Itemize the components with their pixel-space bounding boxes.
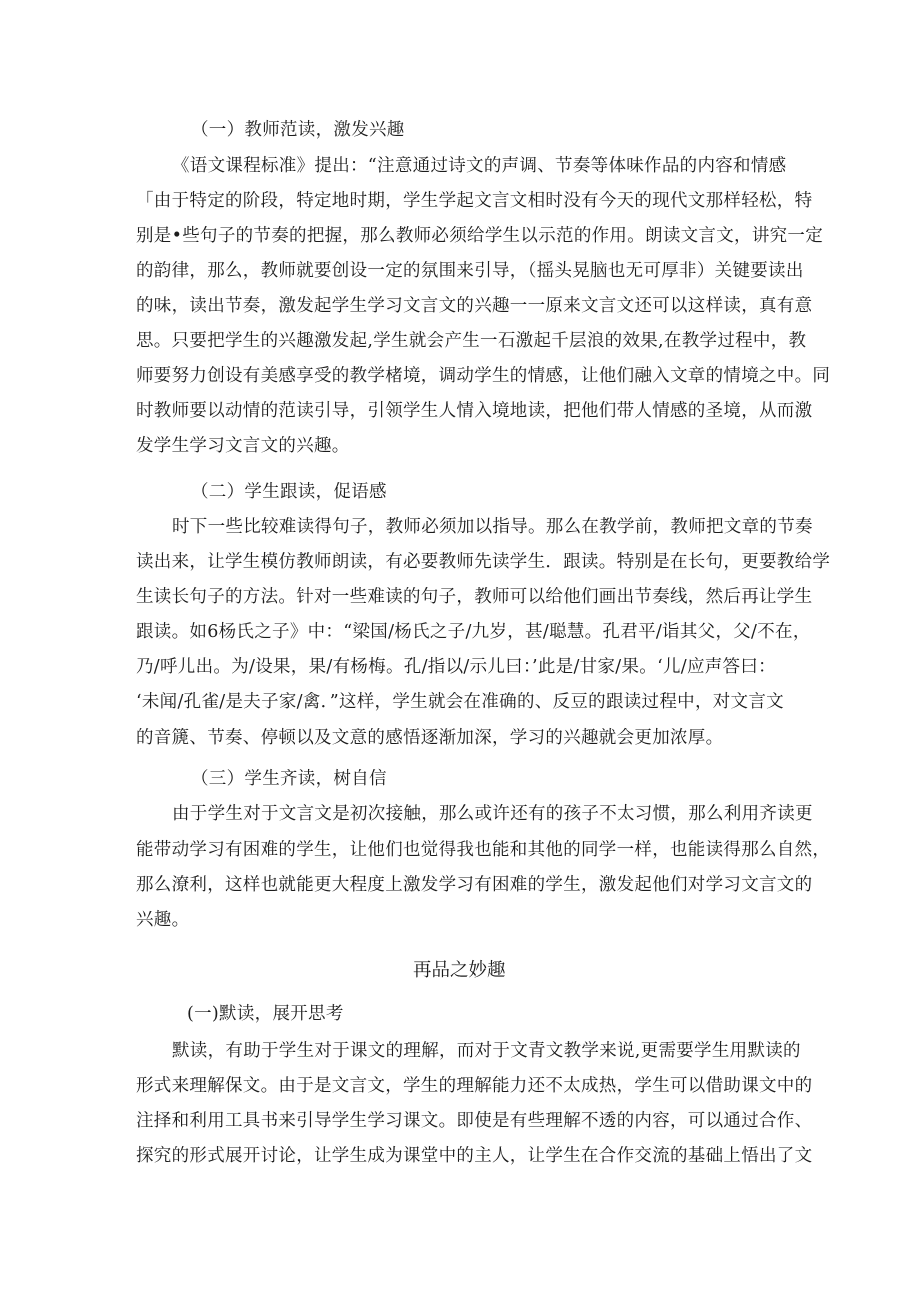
paragraph-line: 乃/呼儿出。为/设果，果/有杨梅。孔/指以/示儿曰：’此是/甘家/果。‘儿/应声答曰： [136, 657, 776, 677]
section-heading: (一)默读，展开思考 [187, 1004, 344, 1024]
paragraph-line: 时下一些比较难读得句子，教师必须加以指导。那么在教学前，教师把文章的节奏 [172, 517, 813, 537]
paragraph-line: 的音篪、节奏、停顿以及文意的感悟逐渐加深，学习的兴趣就会更加浓厚。 [136, 728, 724, 748]
section-heading: （一）教师范读，激发兴趣 [191, 120, 405, 140]
paragraph-line: 读出来，让学生模仿教师朗读，有必要教师先读学生．跟读。特别是在长句，更要教给学 [136, 552, 831, 572]
paragraph-line: 发学生学习文言文的兴趣。 [136, 436, 350, 456]
paragraph-line: 别是•些句子的节奏的把握，那么教师必须给学生以示范的作用。朗读文言文，讲究一定 [136, 226, 824, 246]
paragraph-line: 师要努力创设有美感享受的教学楮境，调动学生的情感，让他们融入文章的情境之中。同 [136, 366, 831, 386]
paragraph-line: 兴趣。 [136, 910, 190, 930]
paragraph-line: 「由于特定的阶段，特定地时期，学生学起文言文相时没有今天的现代文那样轻松，特 [136, 191, 813, 211]
section-heading: （三）学生齐读，树自信 [191, 769, 387, 789]
paragraph-line: 思。只要把学生的兴趣激发起,学生就会产生一石激起千层浪的效果,在教学过程中，教 [136, 331, 807, 351]
paragraph-line: 时教师要以动情的范读引导，引领学生人情入境地读，把他们带人情感的圣境，从而激 [136, 401, 813, 421]
paragraph-line: 那么潦利，这样也就能更大程度上激发学习有困难的学生，激发起他们对学习文言文的 [136, 875, 813, 895]
paragraph-line: 《语文课程标准》提出：“注意通过诗文的声调、节奏等体味作品的内容和情感 [172, 156, 787, 176]
paragraph-line: 注择和利用工具书来引导学生学习课文。即使是有些理解不透的内容，可以通过合作、 [136, 1111, 813, 1131]
paragraph-line: ‘未闻/孔雀/是夫子家/禽．”这样，学生就会在准确的、反豆的跟读过程中，对文言文 [136, 692, 784, 712]
paragraph-line: 形式来理解保文。由于是文言文，学生的理解能力还不太成热，学生可以借助课文中的 [136, 1076, 813, 1096]
paragraph-line: 能带动学习有困难的学生，让他们也觉得我也能和其他的同学一样，也能读得那么自然， [136, 840, 831, 860]
paragraph-line: 的味，读出节奏，激发起学生学习文言文的兴趣一一原来文言文还可以这样读，真有意 [136, 296, 813, 316]
paragraph-line: 由于学生对于文言文是初次接触，那么或许还有的孩子不太习惯，那么利用齐读更 [172, 804, 813, 824]
paragraph-line: 默读，有助于学生对于课文的理解，而对于文青文教学来说,更需要学生用默读的 [172, 1041, 801, 1061]
part-title: 再品之妙趣 [413, 960, 506, 981]
paragraph-line: 跟读。如6杨氏之子》中：“梁国/杨氏之子/九岁，甚/聪慧。孔君平/诣其父，父/不在， [136, 622, 811, 642]
paragraph-line: 的韵律，那么，教师就要创设一定的氛围来引导，（摇头晃脑也无可厚非）关键要读出 [136, 261, 804, 281]
paragraph-line: 探究的形式展开讨论，让学生成为课堂中的主人，让学生在合作交流的基础上悟出了文 [136, 1146, 813, 1166]
paragraph-line: 生读长句子的方法。针对一些难读的句子，教师可以给他们画出节奏线，然后再让学生 [136, 587, 813, 607]
section-heading: （二）学生跟读，促语感 [191, 482, 387, 502]
